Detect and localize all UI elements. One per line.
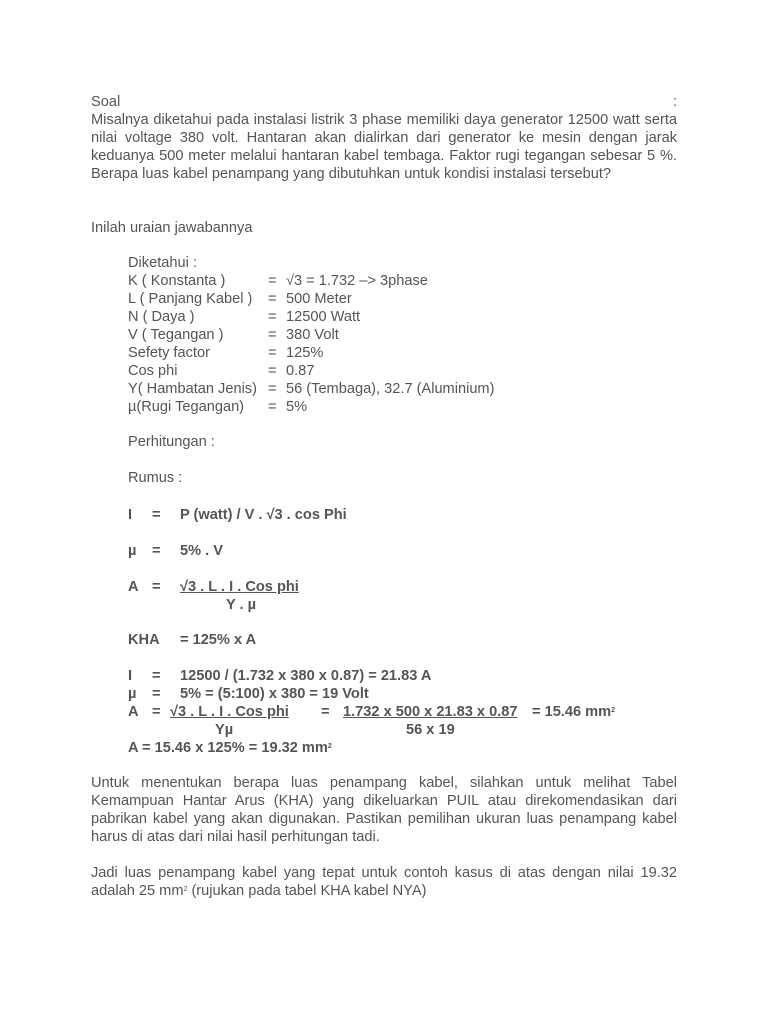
given-label: Cos phi — [128, 363, 178, 379]
given-value: 12500 Watt — [286, 309, 361, 325]
intro-text: Inilah uraian jawabannya — [91, 220, 253, 236]
given-label: Sefety factor — [128, 345, 210, 361]
formula-kha-rhs: = 125% x A — [180, 632, 257, 648]
given-value: 56 (Tembaga), 32.7 (Aluminium) — [286, 381, 495, 397]
given-value: 380 Volt — [286, 327, 339, 343]
calc-voltdrop-rhs: 5% = (5:100) x 380 = 19 Volt — [180, 686, 369, 702]
calc-voltdrop-lhs: µ — [128, 686, 137, 702]
given-label: V ( Tegangan ) — [128, 327, 224, 343]
given-label: K ( Konstanta ) — [128, 273, 226, 289]
calc-final-text: A = 15.46 x 125% = 19.32 mm — [128, 740, 328, 756]
calc-area-substituted-numerator: 1.732 x 500 x 21.83 x 0.87 — [343, 704, 518, 720]
given-label: L ( Panjang Kabel ) — [128, 291, 253, 307]
given-label: Y( Hambatan Jenis) — [128, 381, 257, 397]
formula-current-equals: = — [152, 507, 161, 523]
given-value: 0.87 — [286, 363, 315, 379]
perhitungan-title: Perhitungan : — [128, 434, 215, 450]
formula-voltdrop-lhs: µ — [128, 543, 137, 559]
diketahui-title: Diketahui : — [128, 255, 197, 271]
calc-area-equals: = — [152, 704, 161, 720]
given-equals: = — [268, 363, 277, 379]
calc-current-equals: = — [152, 668, 161, 684]
calc-current-lhs: I — [128, 668, 133, 684]
given-value: √3 = 1.732 –> 3phase — [286, 273, 428, 289]
formula-voltdrop-equals: = — [152, 543, 161, 559]
formula-area-numerator: √3 . L . I . Cos phi — [180, 579, 299, 595]
conclusion-text-a: adalah 25 mm — [91, 883, 184, 899]
calc-area-denominator: Yµ — [215, 722, 234, 738]
formula-current-rhs: P (watt) / V . √3 . cos Phi — [180, 507, 347, 523]
given-equals: = — [268, 381, 277, 397]
calc-area-substituted-denominator: 56 x 19 — [406, 722, 455, 738]
formula-area-denominator: Y . µ — [226, 597, 257, 613]
given-equals: = — [268, 327, 277, 343]
question-paragraph: Misalnya diketahui pada instalasi listrik 3 phase memiliki daya generator 12500 watt serta nilai voltage 380 volt. Hantaran akan dialirkan dari generator ke mesin dengan jarak keduanya 500 meter melalui hantaran kabel tembaga. Faktor rugi tegangan sebesar 5 %. Berapa luas kabel penampang yang dibutuhkan untuk kondisi instalasi tersebut? — [91, 112, 677, 182]
explanation-paragraph: Untuk menentukan berapa luas penampang kabel, silahkan untuk melihat Tabel Kemampuan Hantar Arus (KHA) yang dikeluarkan PUIL atau direkomendasikan dari pabrikan kabel yang akan digunakan. Pastikan pemilihan ukuran luas penampang kabel harus di atas dari nilai hasil perhitungan tadi. — [91, 775, 677, 845]
calc-area-result-text: = 15.46 mm — [532, 704, 612, 720]
conclusion-text-b: (rujukan pada tabel KHA kabel NYA) — [187, 883, 427, 899]
calc-area-numerator: √3 . L . I . Cos phi — [170, 704, 289, 720]
calc-voltdrop-equals: = — [152, 686, 161, 702]
calc-area-result-sup: 2 — [611, 707, 616, 714]
calc-area-equals-2: = — [321, 704, 330, 720]
rumus-title: Rumus : — [128, 470, 183, 486]
conclusion-line-2 — [91, 882, 426, 900]
conclusion-line-1: Jadi luas penampang kabel yang tepat untuk contoh kasus di atas dengan nilai 19.32 — [91, 865, 677, 881]
calc-area-result — [532, 703, 615, 721]
soal-label: Soal — [91, 94, 121, 110]
given-equals: = — [268, 345, 277, 361]
given-equals: = — [268, 291, 277, 307]
calc-final — [128, 739, 332, 757]
calc-area-lhs: A — [128, 704, 139, 720]
given-value: 500 Meter — [286, 291, 352, 307]
given-label: µ(Rugi Tegangan) — [128, 399, 245, 415]
given-value: 125% — [286, 345, 324, 361]
calc-current-rhs: 12500 / (1.732 x 380 x 0.87) = 21.83 A — [180, 668, 432, 684]
formula-kha-lhs: KHA — [128, 632, 160, 648]
given-equals: = — [268, 273, 277, 289]
formula-voltdrop-rhs: 5% . V — [180, 543, 223, 559]
formula-area-equals: = — [152, 579, 161, 595]
conclusion-sup: 2 — [183, 886, 188, 893]
soal-heading-row — [91, 93, 677, 111]
calc-final-sup: 2 — [327, 743, 332, 750]
formula-area-lhs: A — [128, 579, 139, 595]
given-label: N ( Daya ) — [128, 309, 195, 325]
soal-colon: : — [672, 94, 677, 110]
given-equals: = — [268, 309, 277, 325]
given-equals: = — [268, 399, 277, 415]
formula-current-lhs: I — [128, 507, 133, 523]
given-value: 5% — [286, 399, 308, 415]
